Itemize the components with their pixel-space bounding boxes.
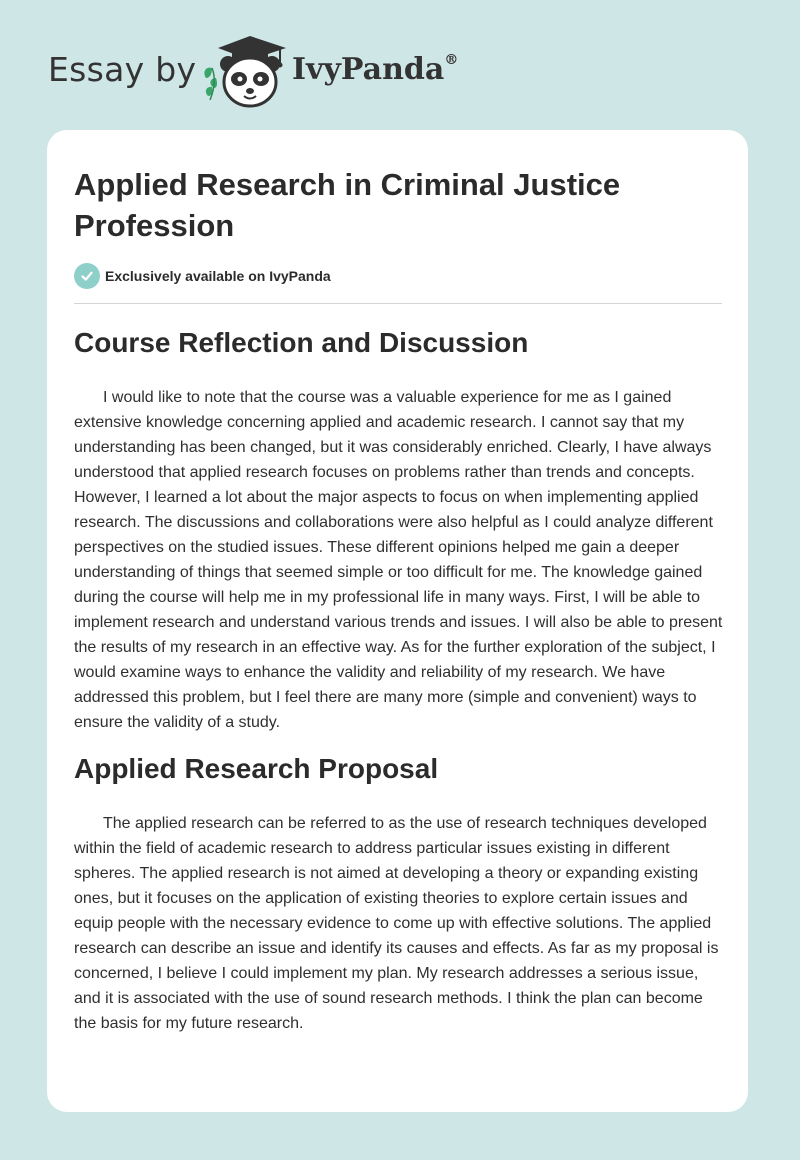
- site-header: [0, 0, 800, 120]
- section-heading-course-reflection: Course Reflection and Discussion: [74, 327, 529, 358]
- brand-name[interactable]: [292, 52, 458, 87]
- divider: [74, 303, 722, 304]
- section-heading-research-proposal: Applied Research Proposal: [74, 753, 439, 784]
- checkmark-icon: [74, 263, 100, 289]
- exclusive-badge: [74, 263, 331, 289]
- brand-name-text: IvyPanda: [292, 52, 445, 87]
- brand-prefix: Essay by: [48, 50, 197, 89]
- essay-card: [47, 130, 748, 1112]
- section-paragraph-course-reflection: I would like to note that the course was a valuable experience for me as I gained extensive knowledge concerning applied and academic research. I cannot say that my understanding has been changed, but it was considerably enriched. Clearly, I have always understood that applied research focuses on problems rather than trends and concepts. However, I learned a lot about the major aspects to focus on when implementing applied research. The discussions and collaborations were also helpful as I could analyze different perspectives on the studied issues. These different opinions helped me gain a deeper understanding of things that seemed simple or too difficult for me. The knowledge gained during the course will help me in my professional life in many ways. First, I will be able to implement research and understand various trends and issues. I will also be able to present the results of my research in an effective way. As for the further exploration of the subject, I would examine ways to enhance the validity and reliability of my research. We have addressed this problem, but I feel there are many more (simple and convenient) ways to ensure the validity of a study.: [74, 389, 723, 731]
- section-paragraph-research-proposal: The applied research can be referred to as the use of research techniques developed within the field of academic research to address particular issues existing in different spheres. The applied research is not aimed at developing a theory or expanding existing ones, but it focuses on the application of existing theories to explore certain issues and equip people with the necessary evidence to come up with effective solutions. The applied research can describe an issue and identify its causes and effects. As far as my proposal is concerned, I believe I could implement my plan. My research addresses a serious issue, and it is associated with the use of sound research methods. I think the plan can become the basis for my future research.: [74, 815, 719, 1032]
- page-title: Applied Research in Criminal Justice Profession: [74, 167, 621, 243]
- panda-logo-icon[interactable]: [200, 34, 292, 110]
- registered-mark: ®: [444, 52, 459, 68]
- exclusive-label: Exclusively available on IvyPanda: [105, 268, 331, 284]
